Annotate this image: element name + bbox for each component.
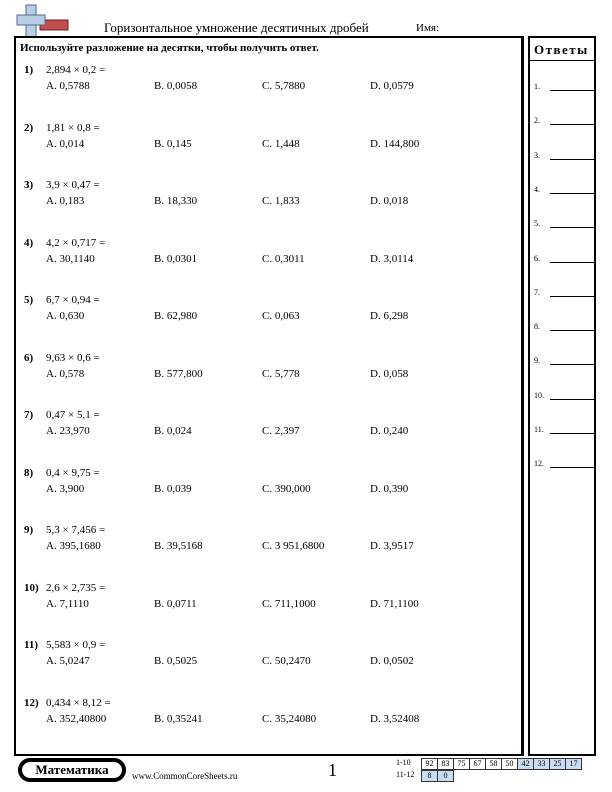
answer-choice-a[interactable]: A. 395,1680 <box>46 540 101 552</box>
answer-blank[interactable] <box>550 364 594 365</box>
page-title: Горизонтальное умножение десятичных дробей <box>104 20 369 35</box>
answer-choice-c[interactable]: C. 50,2470 <box>262 655 311 667</box>
problem-expression: 1,81 × 0,8 = <box>46 121 100 134</box>
problem-number: 9) <box>24 524 34 536</box>
answer-choice-a[interactable]: A. 7,1110 <box>46 597 89 610</box>
problem-11 <box>16 639 516 679</box>
answer-row <box>534 151 594 165</box>
answers-title: Ответы <box>534 42 589 57</box>
answer-choice-d[interactable]: D. 0,390 <box>370 482 409 495</box>
problem-number: 6) <box>24 351 34 364</box>
answer-number: 10. <box>534 390 544 400</box>
score-cell: 17 <box>565 758 582 770</box>
problem-expression: 3,9 × 0,47 = <box>46 179 100 191</box>
answer-number: 4. <box>534 184 540 194</box>
score-cell: 0 <box>437 770 454 782</box>
answer-choice-c[interactable]: C. 1,833 <box>262 195 300 207</box>
answer-choice-b[interactable]: B. 0,0711 <box>154 597 197 610</box>
answer-choice-d[interactable]: D. 6,298 <box>370 310 409 322</box>
problem-6 <box>16 352 516 392</box>
answer-choice-d[interactable]: D. 0,240 <box>370 425 409 437</box>
problem-12 <box>16 697 516 737</box>
answer-blank[interactable] <box>550 433 594 434</box>
score-cell: 8 <box>421 770 438 782</box>
answer-row <box>534 391 594 405</box>
score-range-label: 1-10 <box>396 758 411 767</box>
answer-number: 7. <box>534 287 540 297</box>
score-cell: 42 <box>517 758 534 770</box>
answer-choice-d[interactable]: D. 0,018 <box>370 195 409 207</box>
score-table <box>396 758 582 782</box>
answer-choice-a[interactable]: A. 3,900 <box>46 482 85 495</box>
answer-choice-c[interactable]: C. 711,1000 <box>262 597 316 610</box>
score-range-label: 11-12 <box>396 770 415 779</box>
answer-row <box>534 322 594 336</box>
answer-blank[interactable] <box>550 159 594 160</box>
score-cell: 67 <box>469 758 486 770</box>
answer-blank[interactable] <box>550 330 594 331</box>
score-cell: 58 <box>485 758 502 770</box>
score-row <box>396 758 582 770</box>
answer-row <box>534 116 594 130</box>
problem-7 <box>16 409 516 449</box>
score-cell: 50 <box>501 758 518 770</box>
problem-expression: 0,434 × 8,12 = <box>46 696 111 709</box>
brand-label: Математика <box>22 762 122 778</box>
answer-choice-a[interactable]: A. 0,183 <box>46 195 85 207</box>
problem-5 <box>16 294 516 334</box>
answer-number: 9. <box>534 356 540 366</box>
answer-blank[interactable] <box>550 124 594 125</box>
problem-expression: 0,47 × 5,1 = <box>46 409 100 421</box>
answer-choice-c[interactable]: C. 390,000 <box>262 482 311 495</box>
answer-choice-b[interactable]: B. 0,0301 <box>154 252 198 265</box>
answer-blank[interactable] <box>550 90 594 91</box>
answer-choice-a[interactable]: A. 30,1140 <box>46 252 95 265</box>
answer-choice-d[interactable]: D. 144,800 <box>370 137 420 150</box>
answer-choice-c[interactable]: C. 0,3011 <box>262 252 305 265</box>
score-row <box>396 770 582 782</box>
answer-choice-b[interactable]: B. 577,800 <box>154 367 203 380</box>
answer-choice-b[interactable]: B. 0,0058 <box>154 80 198 92</box>
answer-choice-a[interactable]: A. 0,5788 <box>46 80 90 92</box>
answer-choice-c[interactable]: C. 0,063 <box>262 310 300 322</box>
answer-row <box>534 219 594 233</box>
problem-4 <box>16 237 516 277</box>
problem-number: 2) <box>24 121 34 134</box>
answer-choice-d[interactable]: D. 3,0114 <box>370 252 414 265</box>
answer-choice-c[interactable]: C. 35,24080 <box>262 712 317 725</box>
answer-row <box>534 288 594 302</box>
answer-choice-b[interactable]: B. 0,35241 <box>154 712 203 725</box>
problem-3 <box>16 179 516 219</box>
answer-choice-b[interactable]: B. 0,5025 <box>154 655 198 667</box>
page-number: 1 <box>328 760 337 780</box>
problem-number: 1) <box>24 64 34 76</box>
answer-choice-a[interactable]: A. 352,40800 <box>46 712 107 725</box>
instructions: Используйте разложение на десятки, чтобы получить ответ. <box>20 42 319 54</box>
problem-expression: 2,894 × 0,2 = <box>46 64 106 76</box>
score-cell: 33 <box>533 758 550 770</box>
problem-expression: 5,3 × 7,456 = <box>46 524 106 536</box>
answer-blank[interactable] <box>550 467 594 468</box>
answer-number: 6. <box>534 253 540 263</box>
score-cell: 75 <box>453 758 470 770</box>
answers-panel <box>528 36 596 756</box>
answer-choice-c[interactable]: C. 5,778 <box>262 367 300 380</box>
score-cell: 83 <box>437 758 454 770</box>
answer-choice-c[interactable]: C. 3 951,6800 <box>262 540 325 552</box>
answer-choice-a[interactable]: A. 5,0247 <box>46 655 90 667</box>
problem-1 <box>16 64 516 104</box>
answer-choice-d[interactable]: D. 3,9517 <box>370 540 414 552</box>
answer-blank[interactable] <box>550 296 594 297</box>
answer-row <box>534 356 594 370</box>
problem-number: 10) <box>24 581 39 594</box>
answer-choice-d[interactable]: D. 0,0502 <box>370 655 414 667</box>
answer-number: 12. <box>534 459 544 469</box>
answer-choice-c[interactable]: C. 1,448 <box>262 137 300 150</box>
answer-number: 1. <box>534 82 540 91</box>
answer-row <box>534 82 594 96</box>
answer-blank[interactable] <box>550 227 594 228</box>
answer-choice-b[interactable]: B. 0,039 <box>154 482 192 495</box>
answer-blank[interactable] <box>550 262 594 263</box>
problem-expression: 5,583 × 0,9 = <box>46 639 106 651</box>
answer-number: 11. <box>534 425 544 434</box>
answer-choice-d[interactable]: D. 0,058 <box>370 367 409 380</box>
answer-choice-c[interactable]: C. 5,7880 <box>262 80 306 92</box>
problem-expression: 0,4 × 9,75 = <box>46 466 100 479</box>
answer-row <box>534 459 594 473</box>
problem-2 <box>16 122 516 162</box>
problem-8 <box>16 467 516 507</box>
answer-choice-a[interactable]: A. 23,970 <box>46 425 90 437</box>
answer-number: 3. <box>534 150 540 160</box>
score-cell: 92 <box>421 758 438 770</box>
answer-choice-c[interactable]: C. 2,397 <box>262 425 300 437</box>
plus-minus-logo-icon <box>16 4 70 38</box>
answer-choice-b[interactable]: B. 0,145 <box>154 137 192 150</box>
answer-choice-d[interactable]: D. 0,0579 <box>370 80 414 92</box>
problem-expression: 9,63 × 0,6 = <box>46 351 100 364</box>
answer-choice-b[interactable]: B. 62,980 <box>154 310 198 322</box>
answer-choice-d[interactable]: D. 3,52408 <box>370 712 420 725</box>
answer-row <box>534 425 594 439</box>
answer-choice-b[interactable]: B. 18,330 <box>154 195 198 207</box>
answer-blank[interactable] <box>550 193 594 194</box>
problem-expression: 2,6 × 2,735 = <box>46 581 106 594</box>
website-link[interactable]: www.CommonCoreSheets.ru <box>132 771 238 781</box>
brand-badge <box>18 758 126 782</box>
answer-choice-b[interactable]: B. 0,024 <box>154 425 192 437</box>
answer-row <box>534 185 594 199</box>
answer-choice-d[interactable]: D. 71,1100 <box>370 597 419 610</box>
answers-divider <box>530 60 594 61</box>
answer-choice-b[interactable]: B. 39,5168 <box>154 540 203 552</box>
answer-choice-a[interactable]: A. 0,630 <box>46 310 85 322</box>
problem-9 <box>16 524 516 564</box>
answer-number: 2. <box>534 116 540 126</box>
problems-frame <box>14 36 524 756</box>
answer-number: 5. <box>534 219 540 229</box>
problem-number: 5) <box>24 294 34 306</box>
problem-10 <box>16 582 516 622</box>
problem-number: 3) <box>24 179 34 191</box>
answer-choice-a[interactable]: A. 0,578 <box>46 367 85 380</box>
problem-number: 7) <box>24 409 34 421</box>
problem-number: 11) <box>24 639 39 651</box>
answer-number: 8. <box>534 322 540 332</box>
score-cell: 25 <box>549 758 566 770</box>
problem-number: 4) <box>24 236 34 249</box>
problem-expression: 6,7 × 0,94 = <box>46 294 100 306</box>
answer-blank[interactable] <box>550 399 594 400</box>
answer-row <box>534 254 594 268</box>
problem-number: 8) <box>24 466 34 479</box>
problem-number: 12) <box>24 696 39 709</box>
answer-choice-a[interactable]: A. 0,014 <box>46 137 85 150</box>
problem-expression: 4,2 × 0,717 = <box>46 236 106 249</box>
name-label: Имя: <box>416 22 440 34</box>
